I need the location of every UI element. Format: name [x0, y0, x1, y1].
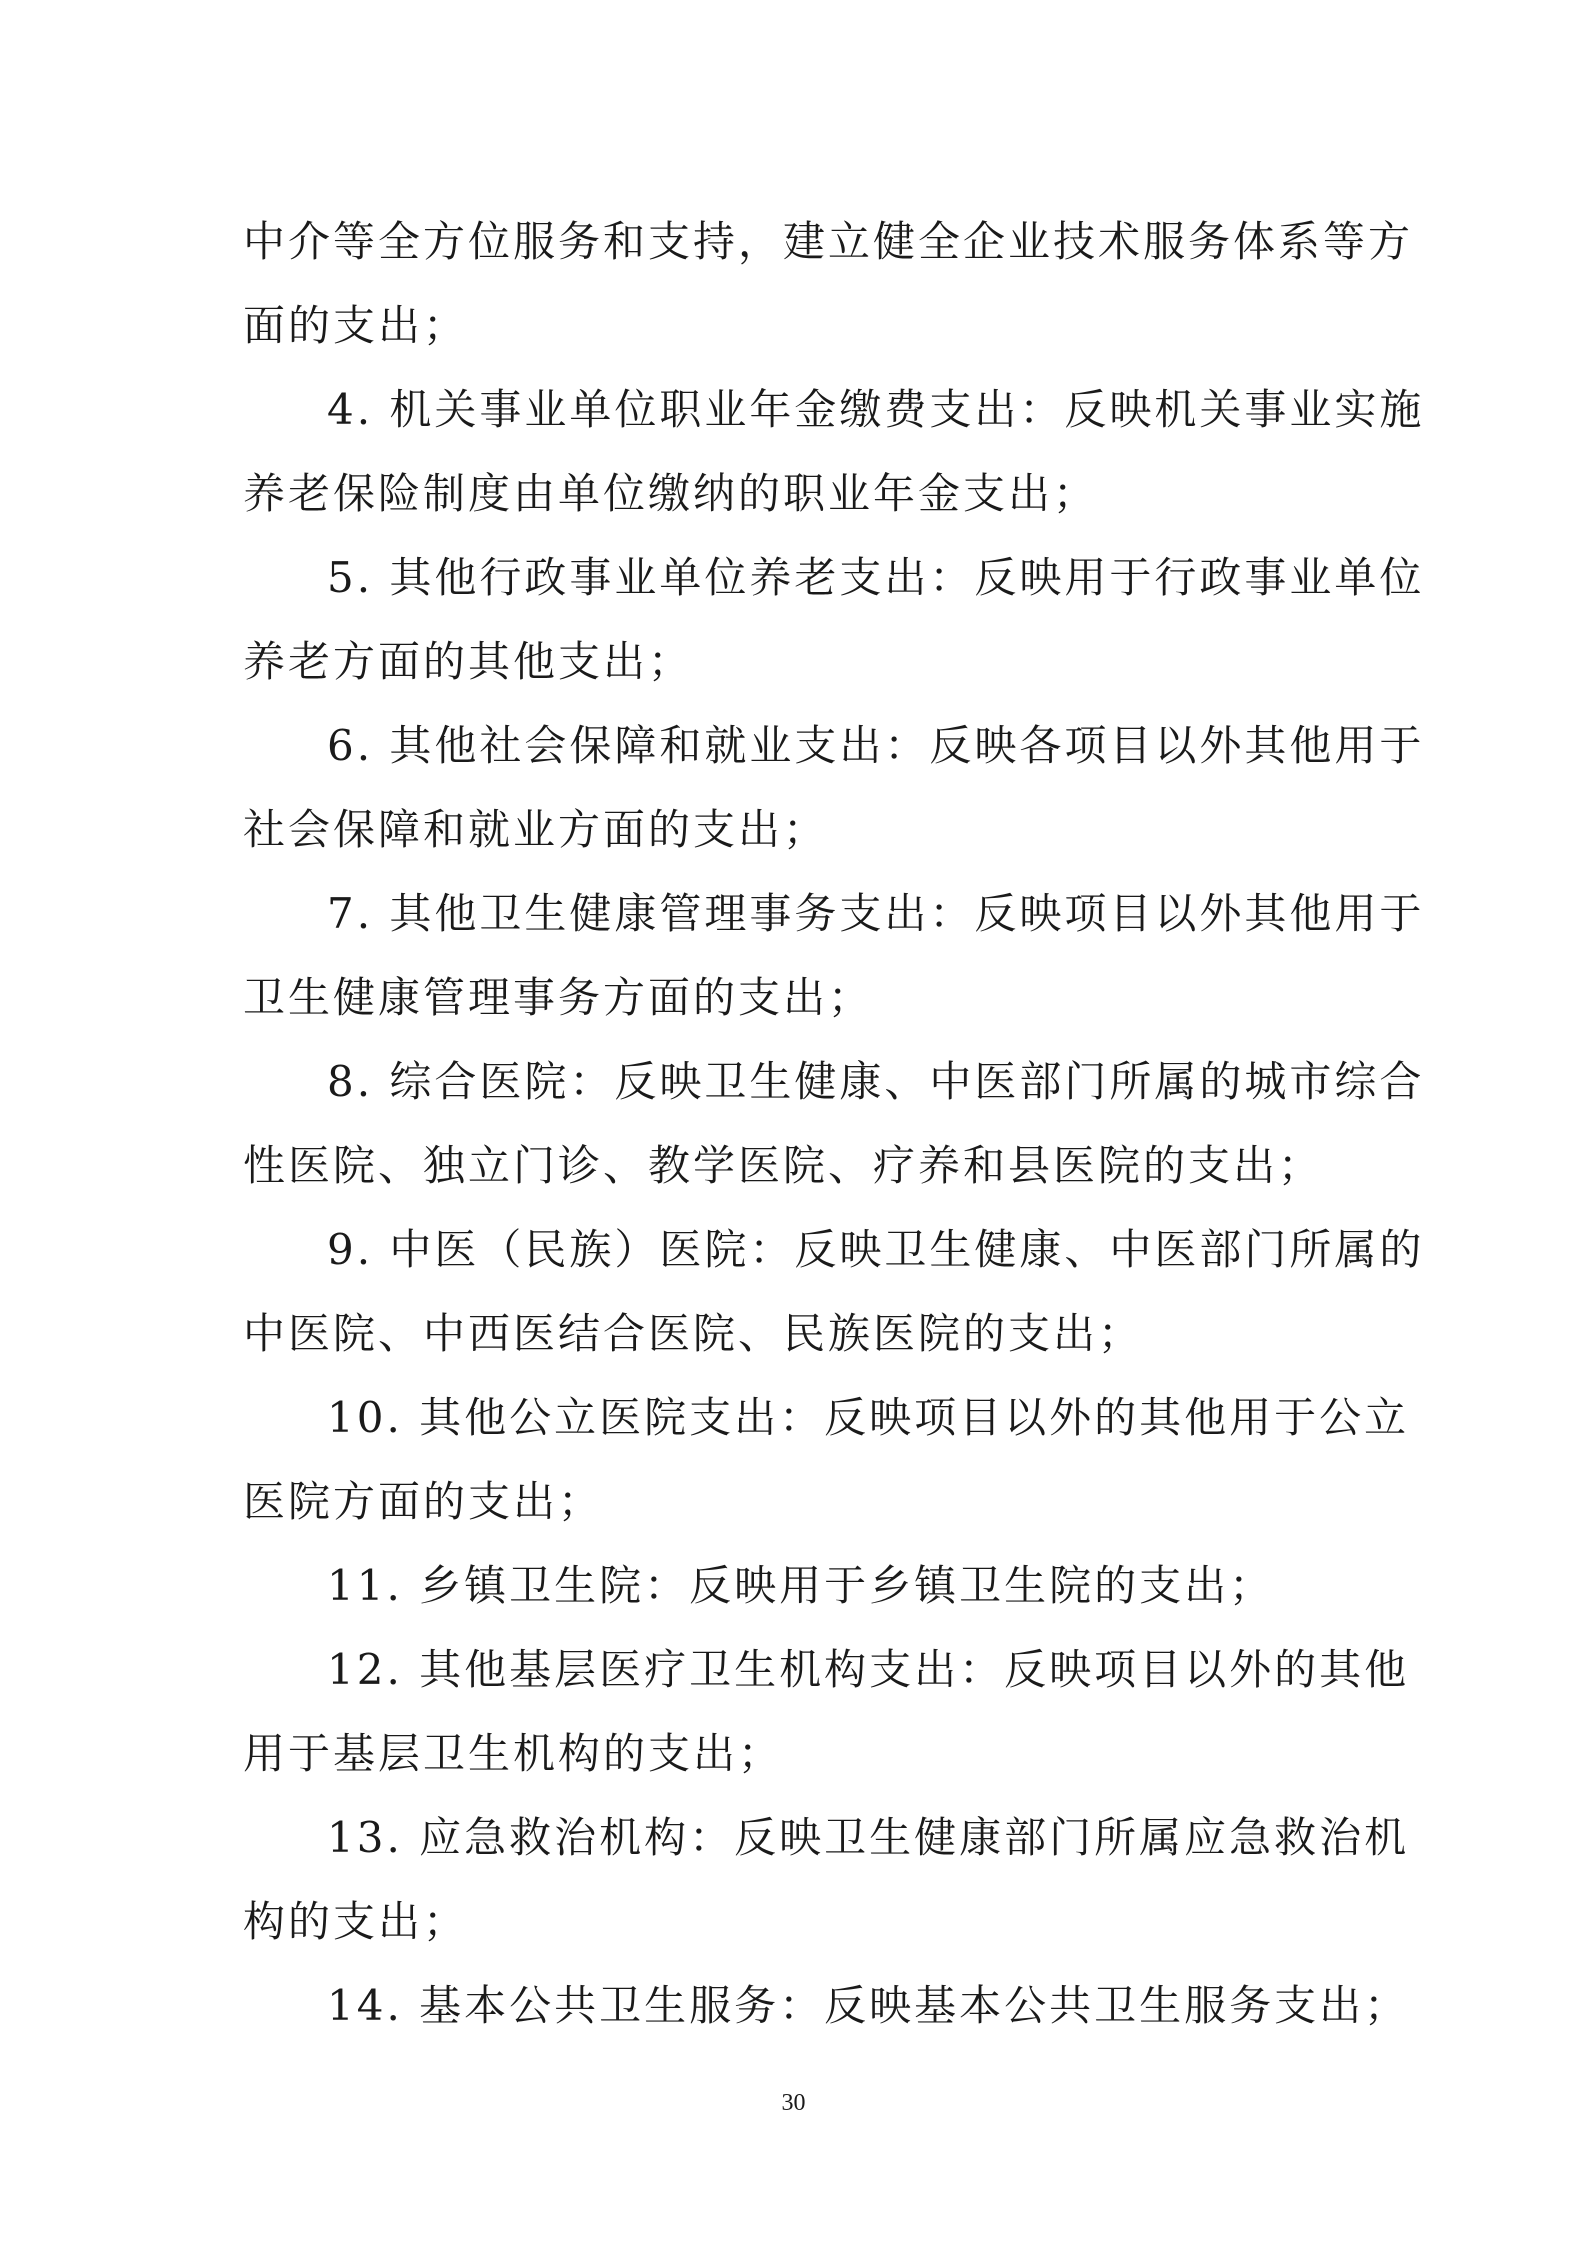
- list-item-9-line: 中医院、中西医结合医院、民族医院的支出；: [243, 1309, 1144, 1358]
- list-item-6-line: 6. 其他社会保障和就业支出：反映各项目以外其他用于: [327, 721, 1425, 770]
- list-item-13-line: 构的支出；: [243, 1897, 469, 1946]
- list-item-10-line: 10. 其他公立医院支出：反映项目以外的其他用于公立: [327, 1393, 1410, 1442]
- list-item-12-line: 用于基层卫生机构的支出；: [243, 1729, 784, 1778]
- document-body: [243, 200, 1425, 2048]
- list-item-13-line: 13. 应急救治机构：反映卫生健康部门所属应急救治机: [327, 1813, 1410, 1862]
- paragraph-line: 面的支出；: [243, 301, 469, 350]
- list-item-7-line: 7. 其他卫生健康管理事务支出：反映项目以外其他用于: [327, 889, 1425, 938]
- list-item-8-line: 8. 综合医院：反映卫生健康、中医部门所属的城市综合: [327, 1057, 1425, 1106]
- list-item-12-line: 12. 其他基层医疗卫生机构支出：反映项目以外的其他: [327, 1645, 1410, 1694]
- paragraph-line: 中介等全方位服务和支持，建立健全企业技术服务体系等方: [243, 217, 1414, 266]
- list-item-6-line: 社会保障和就业方面的支出；: [243, 805, 829, 854]
- list-item-5-line: 养老方面的其他支出；: [243, 637, 694, 686]
- list-item-7-line: 卫生健康管理事务方面的支出；: [243, 973, 874, 1022]
- list-item-8-line: 性医院、独立门诊、教学医院、疗养和县医院的支出；: [243, 1141, 1324, 1190]
- list-item-4-line: 4. 机关事业单位职业年金缴费支出：反映机关事业实施: [327, 385, 1425, 434]
- list-item-11-line: 11. 乡镇卫生院：反映用于乡镇卫生院的支出；: [327, 1561, 1275, 1610]
- list-item-5-line: 5. 其他行政事业单位养老支出：反映用于行政事业单位: [327, 553, 1425, 602]
- list-item-10-line: 医院方面的支出；: [243, 1477, 604, 1526]
- list-item-9-line: 9. 中医（民族）医院：反映卫生健康、中医部门所属的: [327, 1225, 1425, 1274]
- list-item-14-line: 14. 基本公共卫生服务：反映基本公共卫生服务支出；: [327, 1981, 1410, 2030]
- list-item-4-line: 养老保险制度由单位缴纳的职业年金支出；: [243, 469, 1099, 518]
- page-number: 30: [781, 2090, 806, 2116]
